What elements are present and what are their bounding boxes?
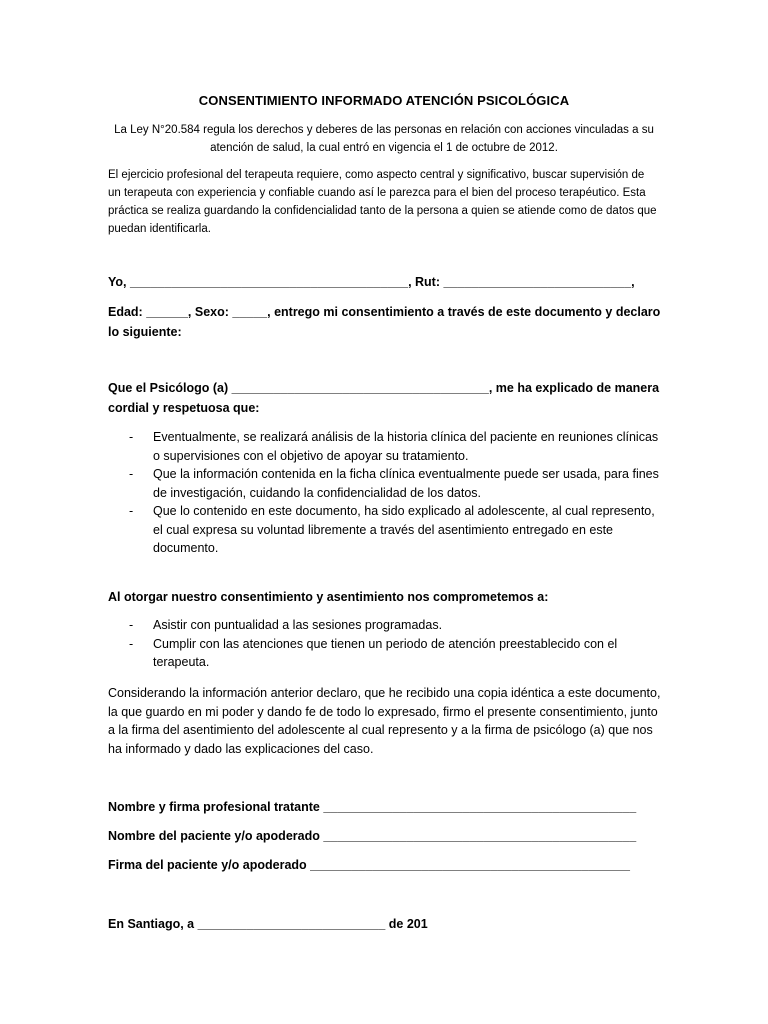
commitment-heading: Al otorgar nuestro consentimiento y asentimiento nos comprometemos a: bbox=[108, 590, 549, 604]
bullet-dash: - bbox=[129, 430, 134, 444]
explanation-list bbox=[108, 428, 664, 558]
list-item bbox=[108, 635, 664, 672]
list-item bbox=[108, 502, 664, 558]
psychologist-line: Que el Psicólogo (a) _____________________________________, me ha explicado de manera cordial y respetuosa que: bbox=[108, 381, 660, 415]
supervision-paragraph: El ejercicio profesional del terapeuta requiere, como aspecto central y significativo, buscar supervisión de un terapeuta con experiencia y confiable cuando así le parezca para el bien del proceso terapéutico. Esta práctica se realiza guardando la confidencialidad tanto de la persona a quien se atiende como de datos que puedan identificarla. bbox=[108, 169, 657, 235]
age-sex-line: Edad: ______, Sexo: _____, entrego mi consentimiento a través de este documento y declaro lo siguiente: bbox=[108, 305, 661, 339]
list-item-text: Que lo contenido en este documento, ha sido explicado al adolescente, al cual represento, el cual expresa su voluntad libremente a través del asentimiento entregado en este documento. bbox=[153, 504, 655, 555]
patient-signature-line: Firma del paciente y/o apoderado ______________________________________________ bbox=[108, 858, 630, 872]
list-item-text: Que la información contenida en la ficha clínica eventualmente puede ser usada, para fines de investigación, cuidando la confidencialidad de los datos. bbox=[153, 467, 659, 500]
professional-signature-line: Nombre y firma profesional tratante _____________________________________________ bbox=[108, 800, 637, 814]
list-item bbox=[108, 465, 664, 502]
document-title: CONSENTIMIENTO INFORMADO ATENCIÓN PSICOLÓGICA bbox=[198, 93, 570, 108]
list-item-text: Eventualmente, se realizará análisis de la historia clínica del paciente en reuniones clínicas o supervisiones con el objetivo de apoyar su tratamiento. bbox=[153, 430, 659, 463]
bullet-dash: - bbox=[129, 636, 134, 651]
list-item-text: Asistir con puntualidad a las sesiones programadas. bbox=[153, 618, 443, 632]
bullet-dash: - bbox=[129, 618, 134, 632]
place-date-line: En Santiago, a ___________________________ de 201 bbox=[108, 917, 428, 931]
list-item bbox=[108, 428, 664, 465]
declaration-paragraph: Considerando la información anterior declaro, que he recibido una copia idéntica a este documento, la que guardo en mi poder y dando fe de todo lo expresado, firmo el presente consentimiento, junto a la firma del asentimiento del adolescente al cual represento y a la firma de psicólogo (a) que nos ha informado y dado las explicaciones del caso. bbox=[108, 686, 661, 756]
patient-name-line: Nombre del paciente y/o apoderado _____________________________________________ bbox=[108, 829, 637, 843]
list-item bbox=[108, 616, 664, 635]
bullet-dash: - bbox=[129, 504, 134, 518]
bullet-dash: - bbox=[129, 467, 134, 481]
list-item-text: Cumplir con las atenciones que tienen un periodo de atención preestablecido con el terapeuta. bbox=[153, 636, 618, 669]
intro-law-text: La Ley N°20.584 regula los derechos y deberes de las personas en relación con acciones vinculadas a su atención de salud, la cual entró en vigencia el 1 de octubre de 2012. bbox=[114, 124, 654, 154]
name-rut-line: Yo, ________________________________________, Rut: ___________________________, bbox=[108, 275, 635, 289]
commitment-list bbox=[108, 616, 664, 672]
